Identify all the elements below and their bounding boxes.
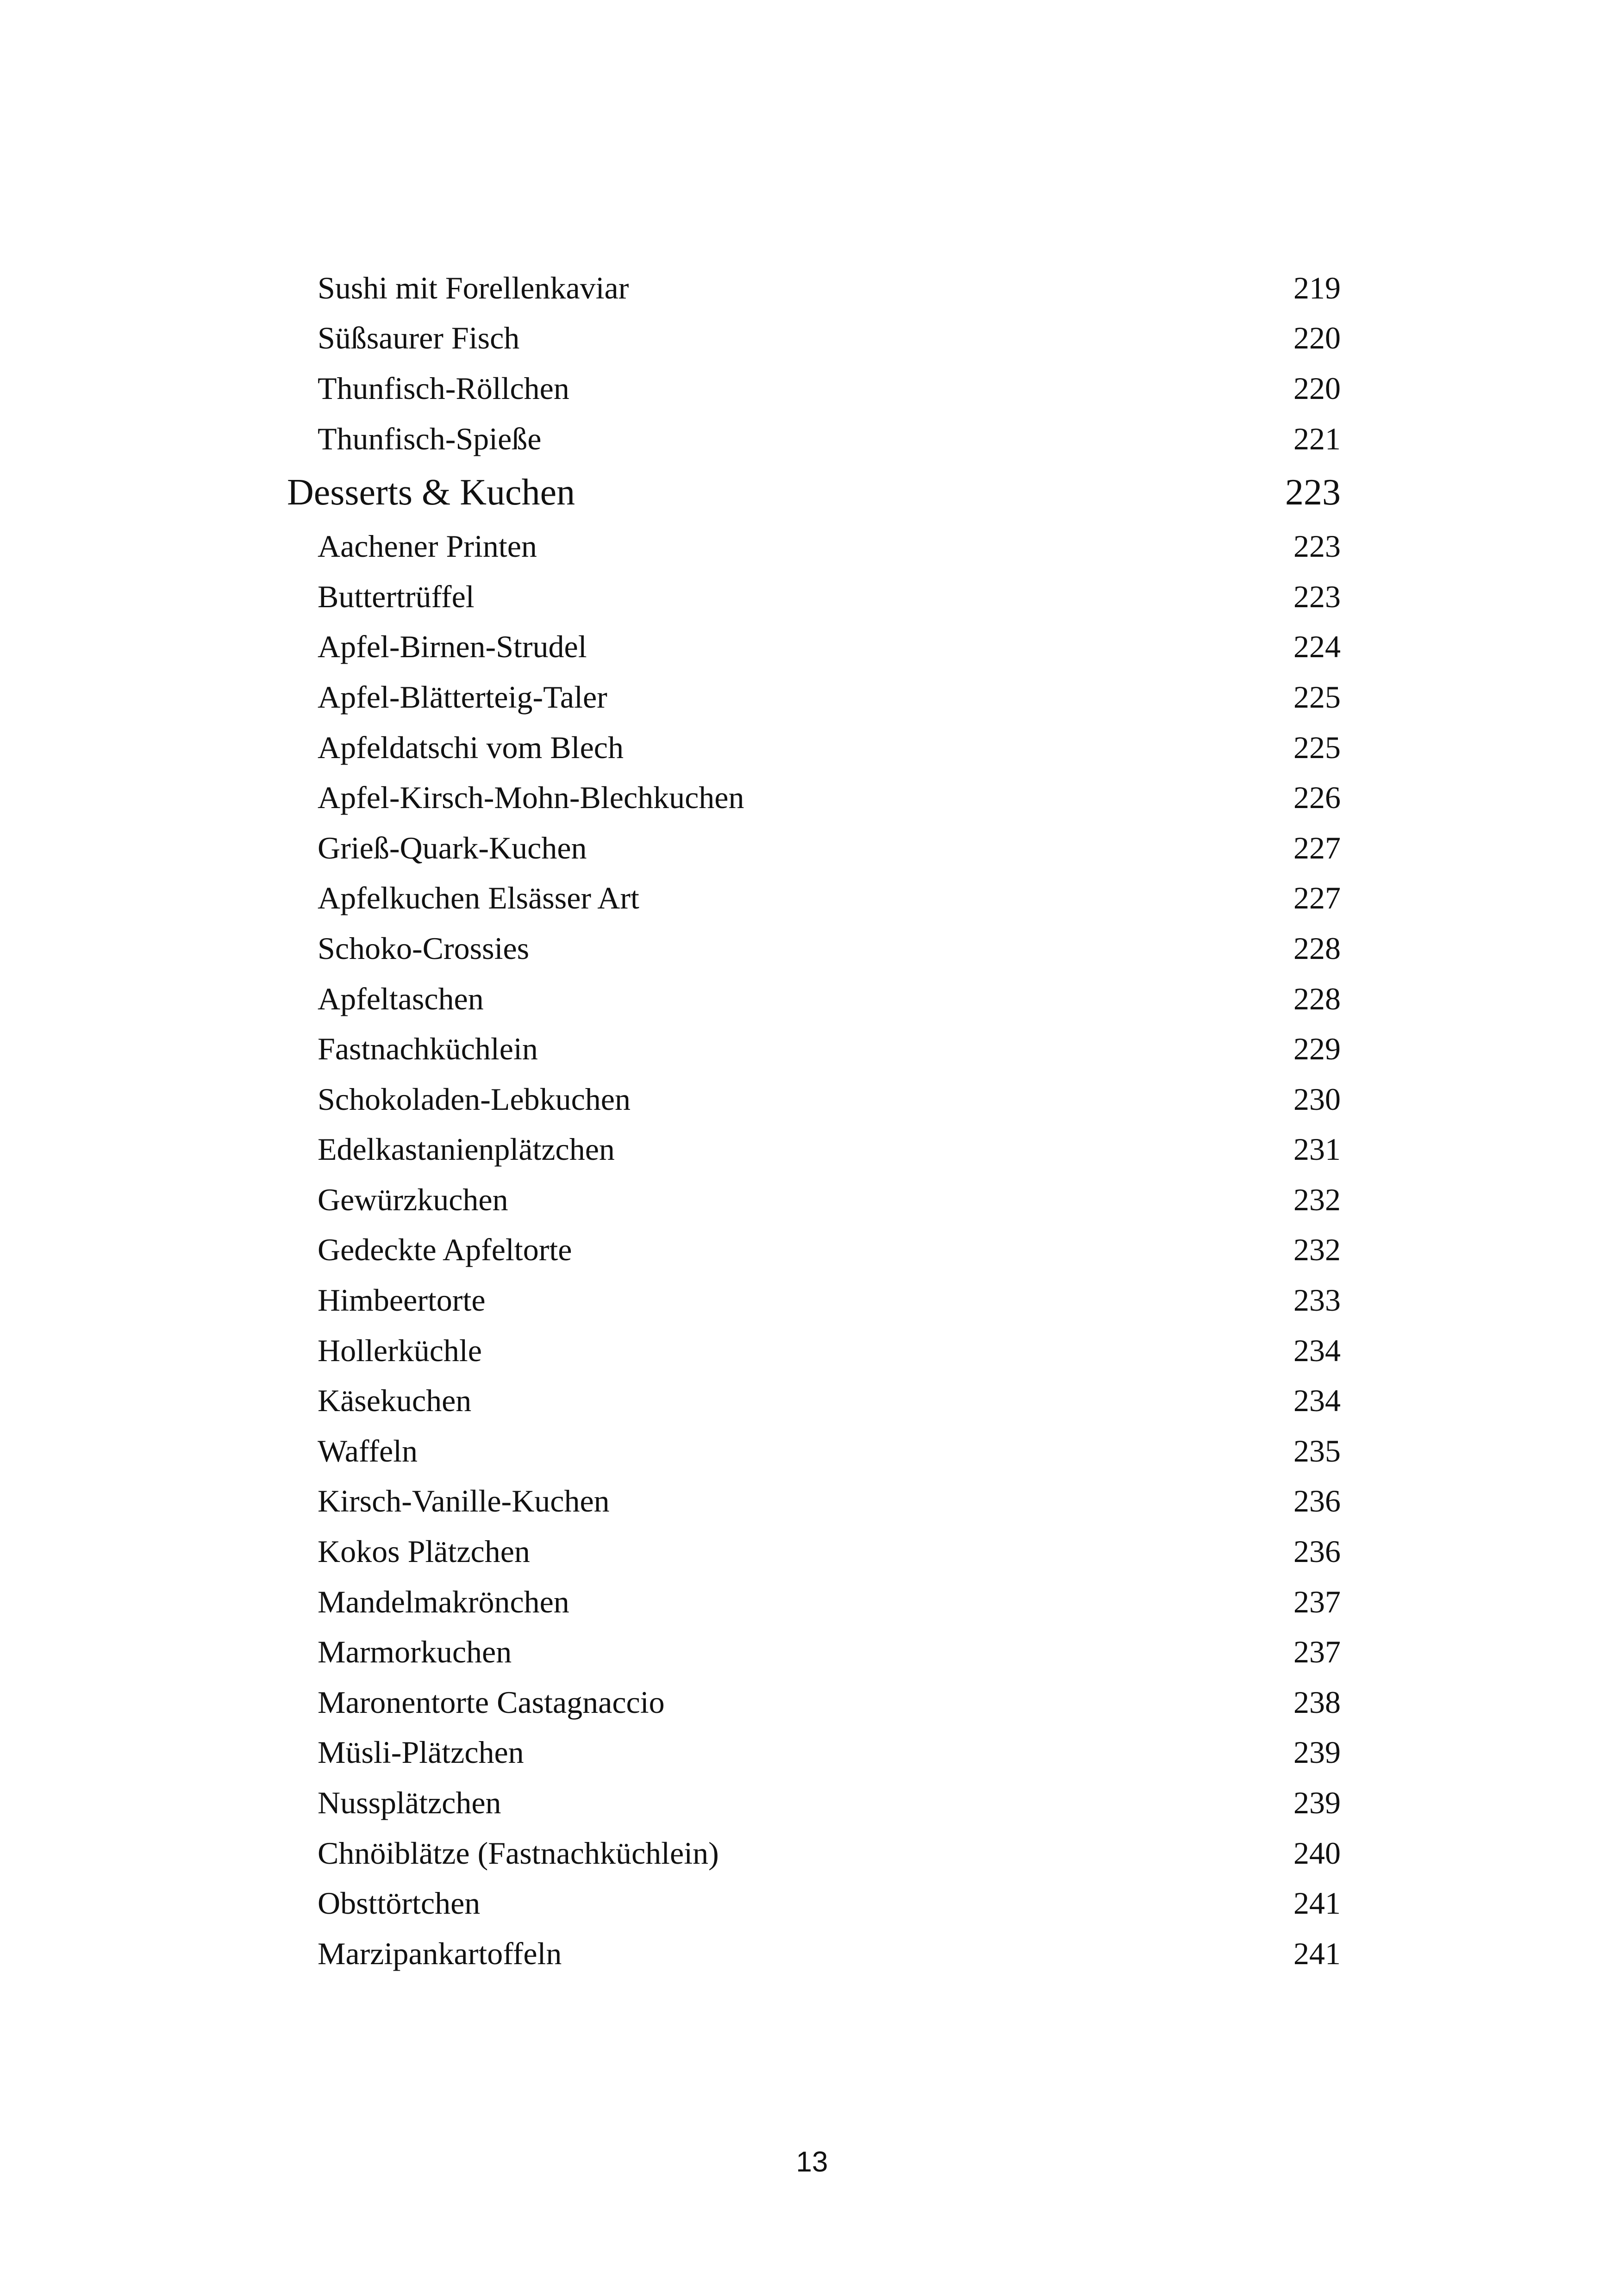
toc-page-number: 236 — [1293, 1534, 1341, 1569]
toc-entry-title: Thunfisch-Röllchen — [318, 370, 569, 406]
toc-entry — [287, 1024, 1341, 1074]
toc-entry-title: Buttertrüffel — [318, 579, 475, 614]
toc-page-number: 241 — [1293, 1935, 1341, 1971]
toc-entry-title: Apfeldatschi vom Blech — [318, 729, 624, 765]
toc-entry-title: Fastnachküchlein — [318, 1031, 538, 1067]
toc-entry — [287, 923, 1341, 974]
toc-entry — [287, 1577, 1341, 1627]
toc-entry-title: Kirsch-Vanille-Kuchen — [318, 1483, 610, 1519]
toc-entry — [287, 622, 1341, 672]
toc-entry-title: Mandelmakrönchen — [318, 1584, 569, 1619]
toc-entry — [287, 1778, 1341, 1828]
toc-section-heading — [287, 464, 1341, 521]
toc-entry — [287, 572, 1341, 622]
toc-page-number: 227 — [1293, 880, 1341, 916]
toc-entry — [287, 1526, 1341, 1577]
toc-entry — [287, 1225, 1341, 1276]
toc-entry — [287, 313, 1341, 364]
toc-page-number: 228 — [1293, 981, 1341, 1016]
toc-page-number: 225 — [1293, 729, 1341, 765]
toc-entry — [287, 1728, 1341, 1778]
toc-page-number: 223 — [1293, 529, 1341, 564]
page-number: 13 — [796, 2146, 828, 2178]
toc-page-number: 231 — [1293, 1132, 1341, 1167]
toc-entry — [287, 414, 1341, 464]
toc-entry — [287, 722, 1341, 773]
toc-page-number: 232 — [1293, 1232, 1341, 1268]
toc-entry-title: Apfel-Birnen-Strudel — [318, 629, 587, 665]
toc-entry-title: Gewürzkuchen — [318, 1182, 508, 1217]
toc-entry-title: Grieß-Quark-Kuchen — [318, 830, 587, 865]
toc-page-number: 221 — [1293, 421, 1341, 456]
toc-entry — [287, 873, 1341, 924]
toc-entry — [287, 1375, 1341, 1426]
toc-page-number: 239 — [1293, 1785, 1341, 1821]
toc-page-number: 228 — [1293, 930, 1341, 966]
toc-page-number: 238 — [1293, 1684, 1341, 1720]
toc-entry-title: Waffeln — [318, 1433, 418, 1468]
toc-entry — [287, 823, 1341, 873]
toc-page-number: 233 — [1293, 1282, 1341, 1318]
toc-entry-title: Müsli-Plätzchen — [318, 1735, 524, 1770]
toc-entry-title: Nussplätzchen — [318, 1785, 501, 1821]
toc-entry — [287, 974, 1341, 1024]
toc-entry — [287, 772, 1341, 823]
toc-page-number: 225 — [1293, 679, 1341, 715]
table-of-contents — [287, 263, 1341, 1979]
toc-entry-title: Schokoladen-Lebkuchen — [318, 1081, 631, 1117]
toc-entry — [287, 1325, 1341, 1376]
toc-page-number: 237 — [1293, 1584, 1341, 1619]
toc-entry — [287, 1627, 1341, 1677]
toc-entry-title: Maronentorte Castagnaccio — [318, 1684, 665, 1720]
toc-entry — [287, 1929, 1341, 1979]
toc-entry — [287, 1426, 1341, 1476]
toc-entry — [287, 1828, 1341, 1879]
toc-section-title: Desserts & Kuchen — [287, 472, 575, 513]
toc-entry-title: Apfel-Kirsch-Mohn-Blechkuchen — [318, 780, 744, 815]
toc-entry-title: Käsekuchen — [318, 1383, 472, 1419]
toc-entry — [287, 263, 1341, 313]
toc-page-number: 223 — [1293, 579, 1341, 614]
toc-entry — [287, 363, 1341, 414]
toc-page-number: 236 — [1293, 1483, 1341, 1519]
toc-page-number: 223 — [1285, 472, 1341, 513]
toc-page-number: 219 — [1293, 270, 1341, 305]
toc-entry-title: Apfeltaschen — [318, 981, 484, 1016]
toc-page-number: 230 — [1293, 1081, 1341, 1117]
toc-page-number: 240 — [1293, 1835, 1341, 1871]
toc-page-number: 226 — [1293, 780, 1341, 815]
toc-entry-title: Sushi mit Forellenkaviar — [318, 270, 629, 305]
toc-page-number: 234 — [1293, 1332, 1341, 1368]
toc-entry — [287, 1878, 1341, 1929]
toc-entry — [287, 521, 1341, 572]
toc-entry-title: Aachener Printen — [318, 529, 537, 564]
toc-entry — [287, 1677, 1341, 1728]
toc-page-number: 237 — [1293, 1634, 1341, 1670]
toc-page-number: 227 — [1293, 830, 1341, 865]
toc-entry-title: Apfelkuchen Elsässer Art — [318, 880, 639, 916]
toc-page-number: 241 — [1293, 1885, 1341, 1921]
toc-page-number: 232 — [1293, 1182, 1341, 1217]
toc-entry-title: Süßsaurer Fisch — [318, 320, 520, 356]
toc-entry-title: Edelkastanienplätzchen — [318, 1132, 615, 1167]
toc-entry-title: Marzipankartoffeln — [318, 1935, 562, 1971]
toc-entry — [287, 1275, 1341, 1325]
toc-entry-title: Chnöiblätze (Fastnachküchlein) — [318, 1835, 719, 1871]
toc-page-number: 229 — [1293, 1031, 1341, 1067]
toc-entry — [287, 672, 1341, 722]
toc-entry-title: Thunfisch-Spieße — [318, 421, 542, 456]
toc-entry-title: Kokos Plätzchen — [318, 1534, 530, 1569]
toc-entry-title: Apfel-Blätterteig-Taler — [318, 679, 607, 715]
toc-page-number: 224 — [1293, 629, 1341, 665]
toc-entry-title: Hollerküchle — [318, 1332, 482, 1368]
toc-page-number: 234 — [1293, 1383, 1341, 1419]
toc-entry — [287, 1125, 1341, 1175]
toc-entry — [287, 1476, 1341, 1527]
toc-entry-title: Marmorkuchen — [318, 1634, 512, 1670]
toc-entry-title: Himbeertorte — [318, 1282, 486, 1318]
toc-entry — [287, 1074, 1341, 1125]
toc-entry — [287, 1175, 1341, 1225]
toc-page-number: 235 — [1293, 1433, 1341, 1468]
toc-entry-title: Gedeckte Apfeltorte — [318, 1232, 572, 1268]
toc-page-number: 220 — [1293, 370, 1341, 406]
toc-page-number: 220 — [1293, 320, 1341, 356]
toc-entry-title: Obsttörtchen — [318, 1885, 481, 1921]
toc-page-number: 239 — [1293, 1735, 1341, 1770]
toc-entry-title: Schoko-Crossies — [318, 930, 530, 966]
